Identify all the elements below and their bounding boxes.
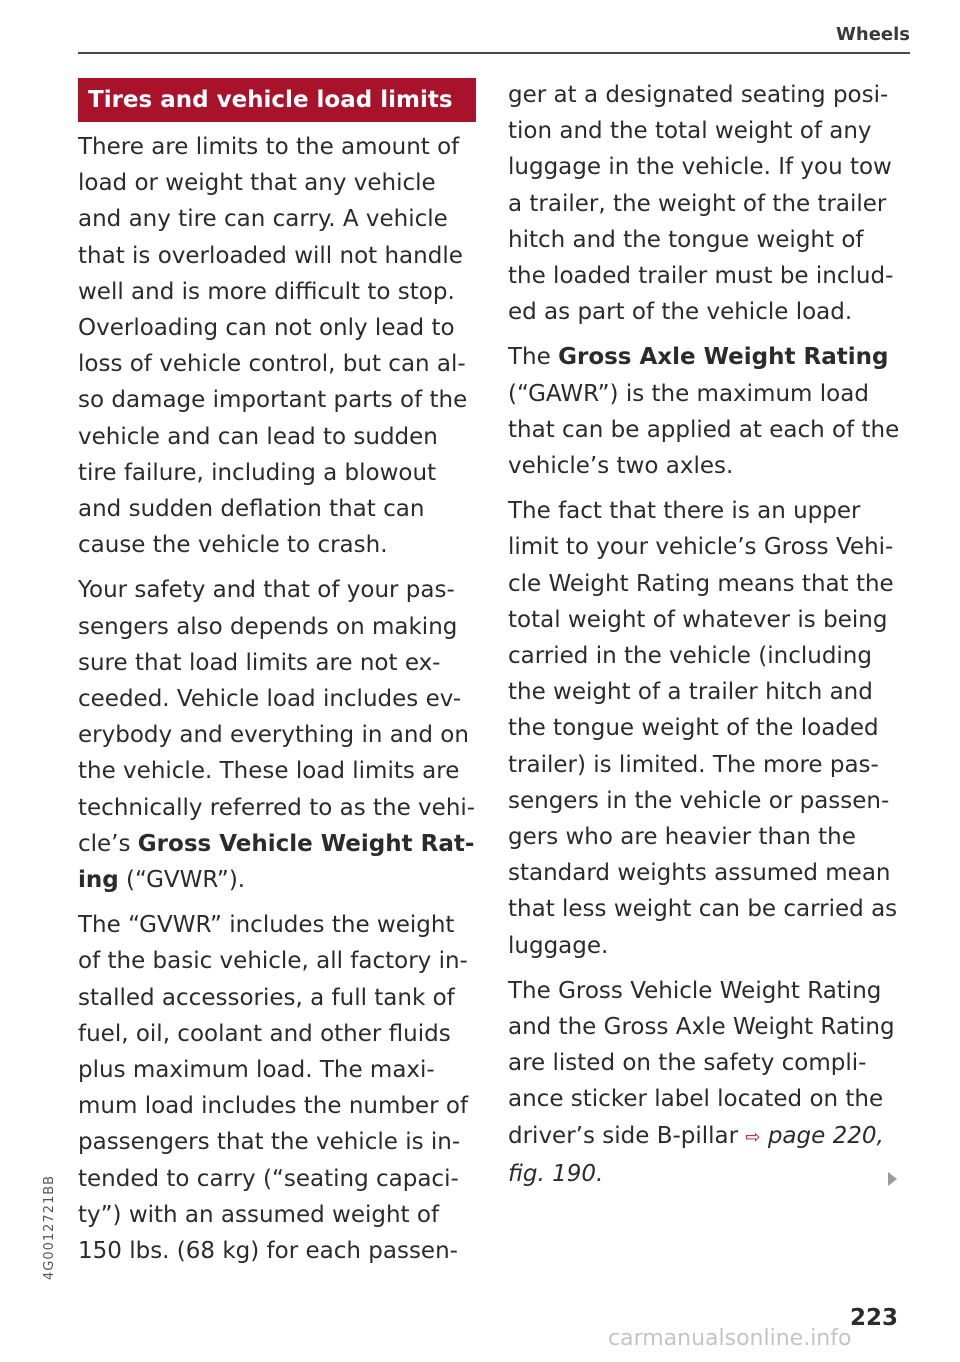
right-column [508,77,912,1201]
text-line: The fact that there is an upper [508,498,861,525]
document-code: 4G0012721BB [42,1174,57,1280]
text-line: load or weight that any vehicle [78,170,436,197]
reference-arrow-icon: ⇨ [745,1126,761,1148]
continue-arrow-icon [888,1172,897,1186]
gvwr-term-end: ing [78,867,119,894]
text-line: luggage in the vehicle. If you tow [508,154,892,181]
text-line: plus maximum load. The maxi- [78,1057,435,1084]
text-line: sengers in the vehicle or passen- [508,787,890,814]
paragraph-load-limits [78,129,488,563]
text-line: mum load includes the number of [78,1093,469,1120]
watermark: carmanualsonline.info [608,1326,852,1351]
text-line: luggage. [508,932,609,959]
paragraph-gvwr-includes [78,907,488,1269]
text-line: limit to your vehicle’s Gross Vehi- [508,534,894,561]
text-line: the tongue weight of the loaded [508,715,879,742]
paragraph-upper-limit [508,493,912,964]
paragraph-gawr [508,339,912,484]
text-line: and any tire can carry. A vehicle [78,206,448,233]
gvwr-line: cle’s Gross Vehicle Weight Rat- [78,830,475,857]
text-line: sengers also depends on making [78,613,458,640]
text-line: and sudden deflation that can [78,496,425,523]
text-line: vehicle and can lead to sudden [78,423,438,450]
reference-line: driver’s side B-pillar ⇨ page 220, [508,1122,884,1149]
text-line: ty”) with an assumed weight of [78,1201,440,1228]
text-line: ceeded. Vehicle load includes ev- [78,686,462,713]
text-line: technically referred to as the vehi- [78,794,476,821]
page-number: 223 [850,1305,899,1331]
text-line: ger at a designated seating posi- [508,82,889,108]
text-line: loss of vehicle control, but can al- [78,351,466,378]
text-line: that less weight can be carried as [508,896,898,923]
text-line: and the Gross Axle Weight Rating [508,1014,895,1041]
text-line: the weight of a trailer hitch and [508,679,873,706]
gvwr-line-2: ing (“GVWR”). [78,867,246,894]
text-line: Your safety and that of your pas- [78,577,455,604]
text-line: that is overloaded will not handle [78,242,463,269]
text-line: the vehicle. These load limits are [78,758,460,785]
page-reference-link[interactable]: page 220, [767,1122,884,1149]
page-title: Tires and vehicle load limits [78,78,476,122]
text-line: 150 lbs. (68 kg) for each passen- [78,1238,458,1265]
text-line: total weight of whatever is being [508,606,888,633]
text-line: a trailer, the weight of the trailer [508,190,887,217]
text-line: carried in the vehicle (including [508,643,872,670]
gawr-term: Gross Axle Weight Rating [558,344,889,371]
text-line: trailer) is limited. The more pas- [508,751,879,778]
text-line: (“GAWR”) is the maximum load [508,380,869,407]
text-line: the loaded trailer must be includ- [508,263,894,290]
text-line: are listed on the safety compli- [508,1050,867,1077]
text-line: stalled accessories, a full tank of [78,984,455,1011]
paragraph-continued [508,77,912,330]
text-line: gers who are heavier than the [508,824,856,851]
text-line: The Gross Vehicle Weight Rating [508,977,882,1004]
section-title: Wheels [836,24,910,45]
text-line: vehicle’s two axles. [508,453,734,480]
text-line: passengers that the vehicle is in- [78,1129,461,1156]
text-line: standard weights assumed mean [508,860,891,887]
text-line: cle Weight Rating means that the [508,570,894,597]
text-line: fuel, oil, coolant and other fluids [78,1020,451,1047]
text-line: hitch and the tongue weight of [508,226,864,253]
gvwr-term: Gross Vehicle Weight Rat- [137,830,475,857]
text-line: ance sticker label located on the [508,1086,884,1113]
header-rule [78,52,910,54]
text-line: so damage important parts of the [78,387,468,414]
text-line: There are limits to the amount of [78,134,460,160]
paragraph-safety [78,572,488,898]
text-line: that can be applied at each of the [508,416,900,443]
text-line: Overloading can not only lead to [78,315,455,342]
paragraph-ratings-listed [508,973,912,1192]
figure-reference[interactable]: fig. 190. [508,1160,604,1187]
text-line: ed as part of the vehicle load. [508,299,853,326]
gawr-line: The Gross Axle Weight Rating [508,344,889,371]
text-line: tion and the total weight of any [508,118,872,145]
text-line: of the basic vehicle, all factory in- [78,948,468,975]
text-line: erybody and everything in and on [78,722,469,749]
text-line: tended to carry (“seating capaci- [78,1165,459,1192]
text-line: well and is more difficult to stop. [78,278,455,305]
text-line: The “GVWR” includes the weight [78,912,455,939]
left-column [78,129,488,1278]
text-line: tire failure, including a blowout [78,459,437,486]
text-line: sure that load limits are not ex- [78,649,441,676]
text-line: cause the vehicle to crash. [78,532,388,559]
